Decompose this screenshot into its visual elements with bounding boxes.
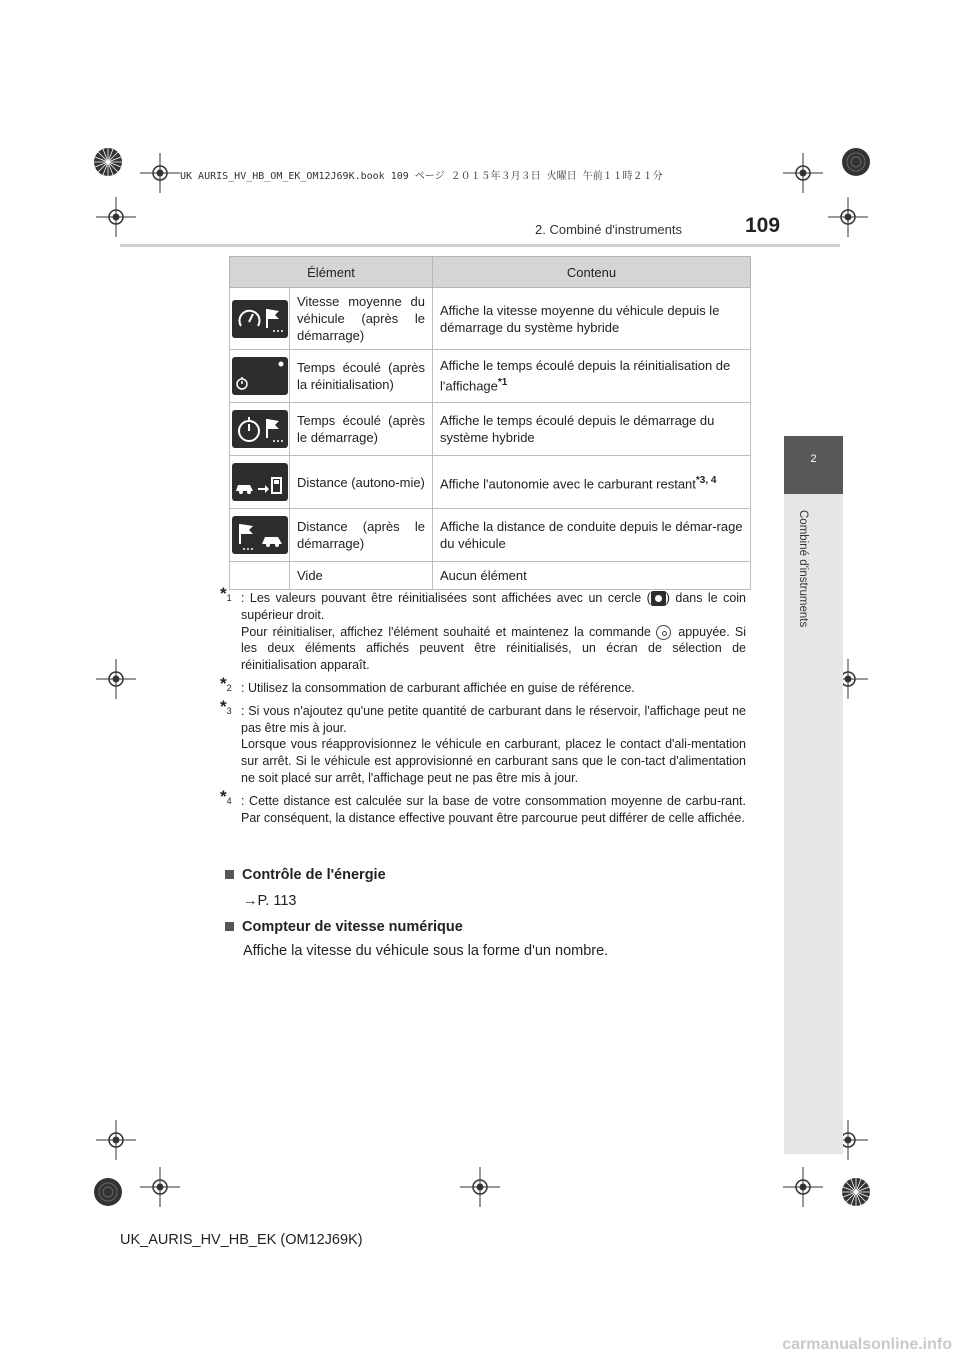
crosshair-mark-icon <box>96 197 136 237</box>
element-content: Affiche la vitesse moyenne du véhicule depuis le démarrage du système hybride <box>433 288 751 350</box>
document-code: UK_AURIS_HV_HB_EK (OM12J69K) <box>120 1232 363 1248</box>
crosshair-mark-icon <box>140 153 180 193</box>
table-header-row <box>230 257 751 288</box>
chapter-label-text: Combiné d'instruments <box>797 510 809 628</box>
section-heading: Contrôle de l'énergie <box>225 867 386 883</box>
section-heading: Compteur de vitesse numérique <box>225 919 463 935</box>
speedometer-flag-icon <box>232 300 288 338</box>
table-row <box>230 562 751 590</box>
bullet-square-icon <box>225 922 234 931</box>
element-content: Affiche la distance de conduite depuis le démar-rage du véhicule <box>433 509 751 562</box>
element-name: Vide <box>290 562 433 590</box>
select-button-icon <box>656 625 671 640</box>
chapter-tab: 2 <box>784 436 843 494</box>
table-row <box>230 403 751 456</box>
registration-mark-icon <box>836 1172 876 1212</box>
element-name: Temps écoulé (après la réinitialisation) <box>290 350 433 403</box>
footnote-4: *$^4$ : Cette distance est calculée sur la base de votre consommation moyenne de carbu-rant. Par conséquent, la distance effective pouvant être parcourue peut différer de celle affichée. <box>220 786 746 825</box>
table-row <box>230 456 751 509</box>
section-title: 2. Combiné d'instruments <box>535 222 682 237</box>
table-row <box>230 350 751 403</box>
footnote-1: *$^1$ : Les valeurs pouvant être réinitialisées sont affichées avec un cercle ( ) dans le coin supérieur droit. Pour réinitialiser, affichez l'élément souhaité et maintenez la commande appuyée. Si les deux éléments affichés peuvent être réinitialisés, un écran de sélection de réinitialisation apparaît. <box>220 584 747 673</box>
header-rule <box>120 244 840 247</box>
element-content: Affiche l'autonomie avec le carburant restant$^{*3, 4}$ <box>433 456 751 509</box>
print-header: UK AURIS_HV_HB_OM_EK_OM12J69K.book 109 ページ ２０１５年３月３日 火曜日 午前１１時２１分 <box>180 171 663 182</box>
footnotes <box>220 584 747 832</box>
crosshair-mark-icon <box>140 1167 180 1207</box>
header-element: Élément <box>230 257 433 288</box>
table-row <box>230 288 751 350</box>
table-row <box>230 509 751 562</box>
section-body: Affiche la vitesse du véhicule sous la forme d'un nombre. <box>243 943 609 959</box>
flag-car-icon <box>232 516 288 554</box>
crosshair-mark-icon <box>828 197 868 237</box>
crosshair-mark-icon <box>783 1167 823 1207</box>
registration-mark-icon <box>88 1172 128 1212</box>
crosshair-mark-icon <box>783 153 823 193</box>
element-name: Temps écoulé (après le démarrage) <box>290 403 433 456</box>
element-content: Aucun élément <box>433 562 751 590</box>
registration-mark-icon <box>88 142 128 182</box>
car-fuel-icon <box>232 463 288 501</box>
header-content: Contenu <box>433 257 751 288</box>
element-name: Vitesse moyenne du véhicule (après le démarrage) <box>290 288 433 350</box>
page-number: 109 <box>745 214 781 237</box>
page-reference: →P. 113 <box>243 893 297 909</box>
element-name: Distance (autono-mie) <box>290 456 433 509</box>
chapter-label <box>795 510 815 640</box>
crosshair-mark-icon <box>96 1120 136 1160</box>
stopwatch-reset-icon <box>232 357 288 395</box>
element-content: Affiche le temps écoulé depuis le démarrage du système hybride <box>433 403 751 456</box>
watermark: carmanualsonline.info <box>782 1336 952 1353</box>
bullet-square-icon <box>225 870 234 879</box>
footnote-2: *$^2$ : Utilisez la consommation de carburant affichée en guise de référence. <box>220 673 635 695</box>
reset-circle-icon <box>651 591 666 606</box>
element-name: Distance (après le démarrage) <box>290 509 433 562</box>
crosshair-mark-icon <box>460 1167 500 1207</box>
items-table <box>229 256 751 590</box>
stopwatch-flag-icon <box>232 410 288 448</box>
footnote-3: *$^3$ : Si vous n'ajoutez qu'une petite quantité de carburant dans le réservoir, l'affichage peut ne pas être mis à jour. Lorsque vous réapprovisionnez le véhicule en carburant, placez le contact d'ali-mentation sur arrêt. Si le véhicule est approvisionné en carburant sans que le con-tact d'alimentation ne soit placé sur arrêt, l'affichage peut ne pas être mis à jour. <box>220 696 746 785</box>
element-content: Affiche le temps écoulé depuis la réinitialisation de l'affichage$^{*1}$ <box>433 350 751 403</box>
crosshair-mark-icon <box>96 659 136 699</box>
registration-mark-icon <box>836 142 876 182</box>
